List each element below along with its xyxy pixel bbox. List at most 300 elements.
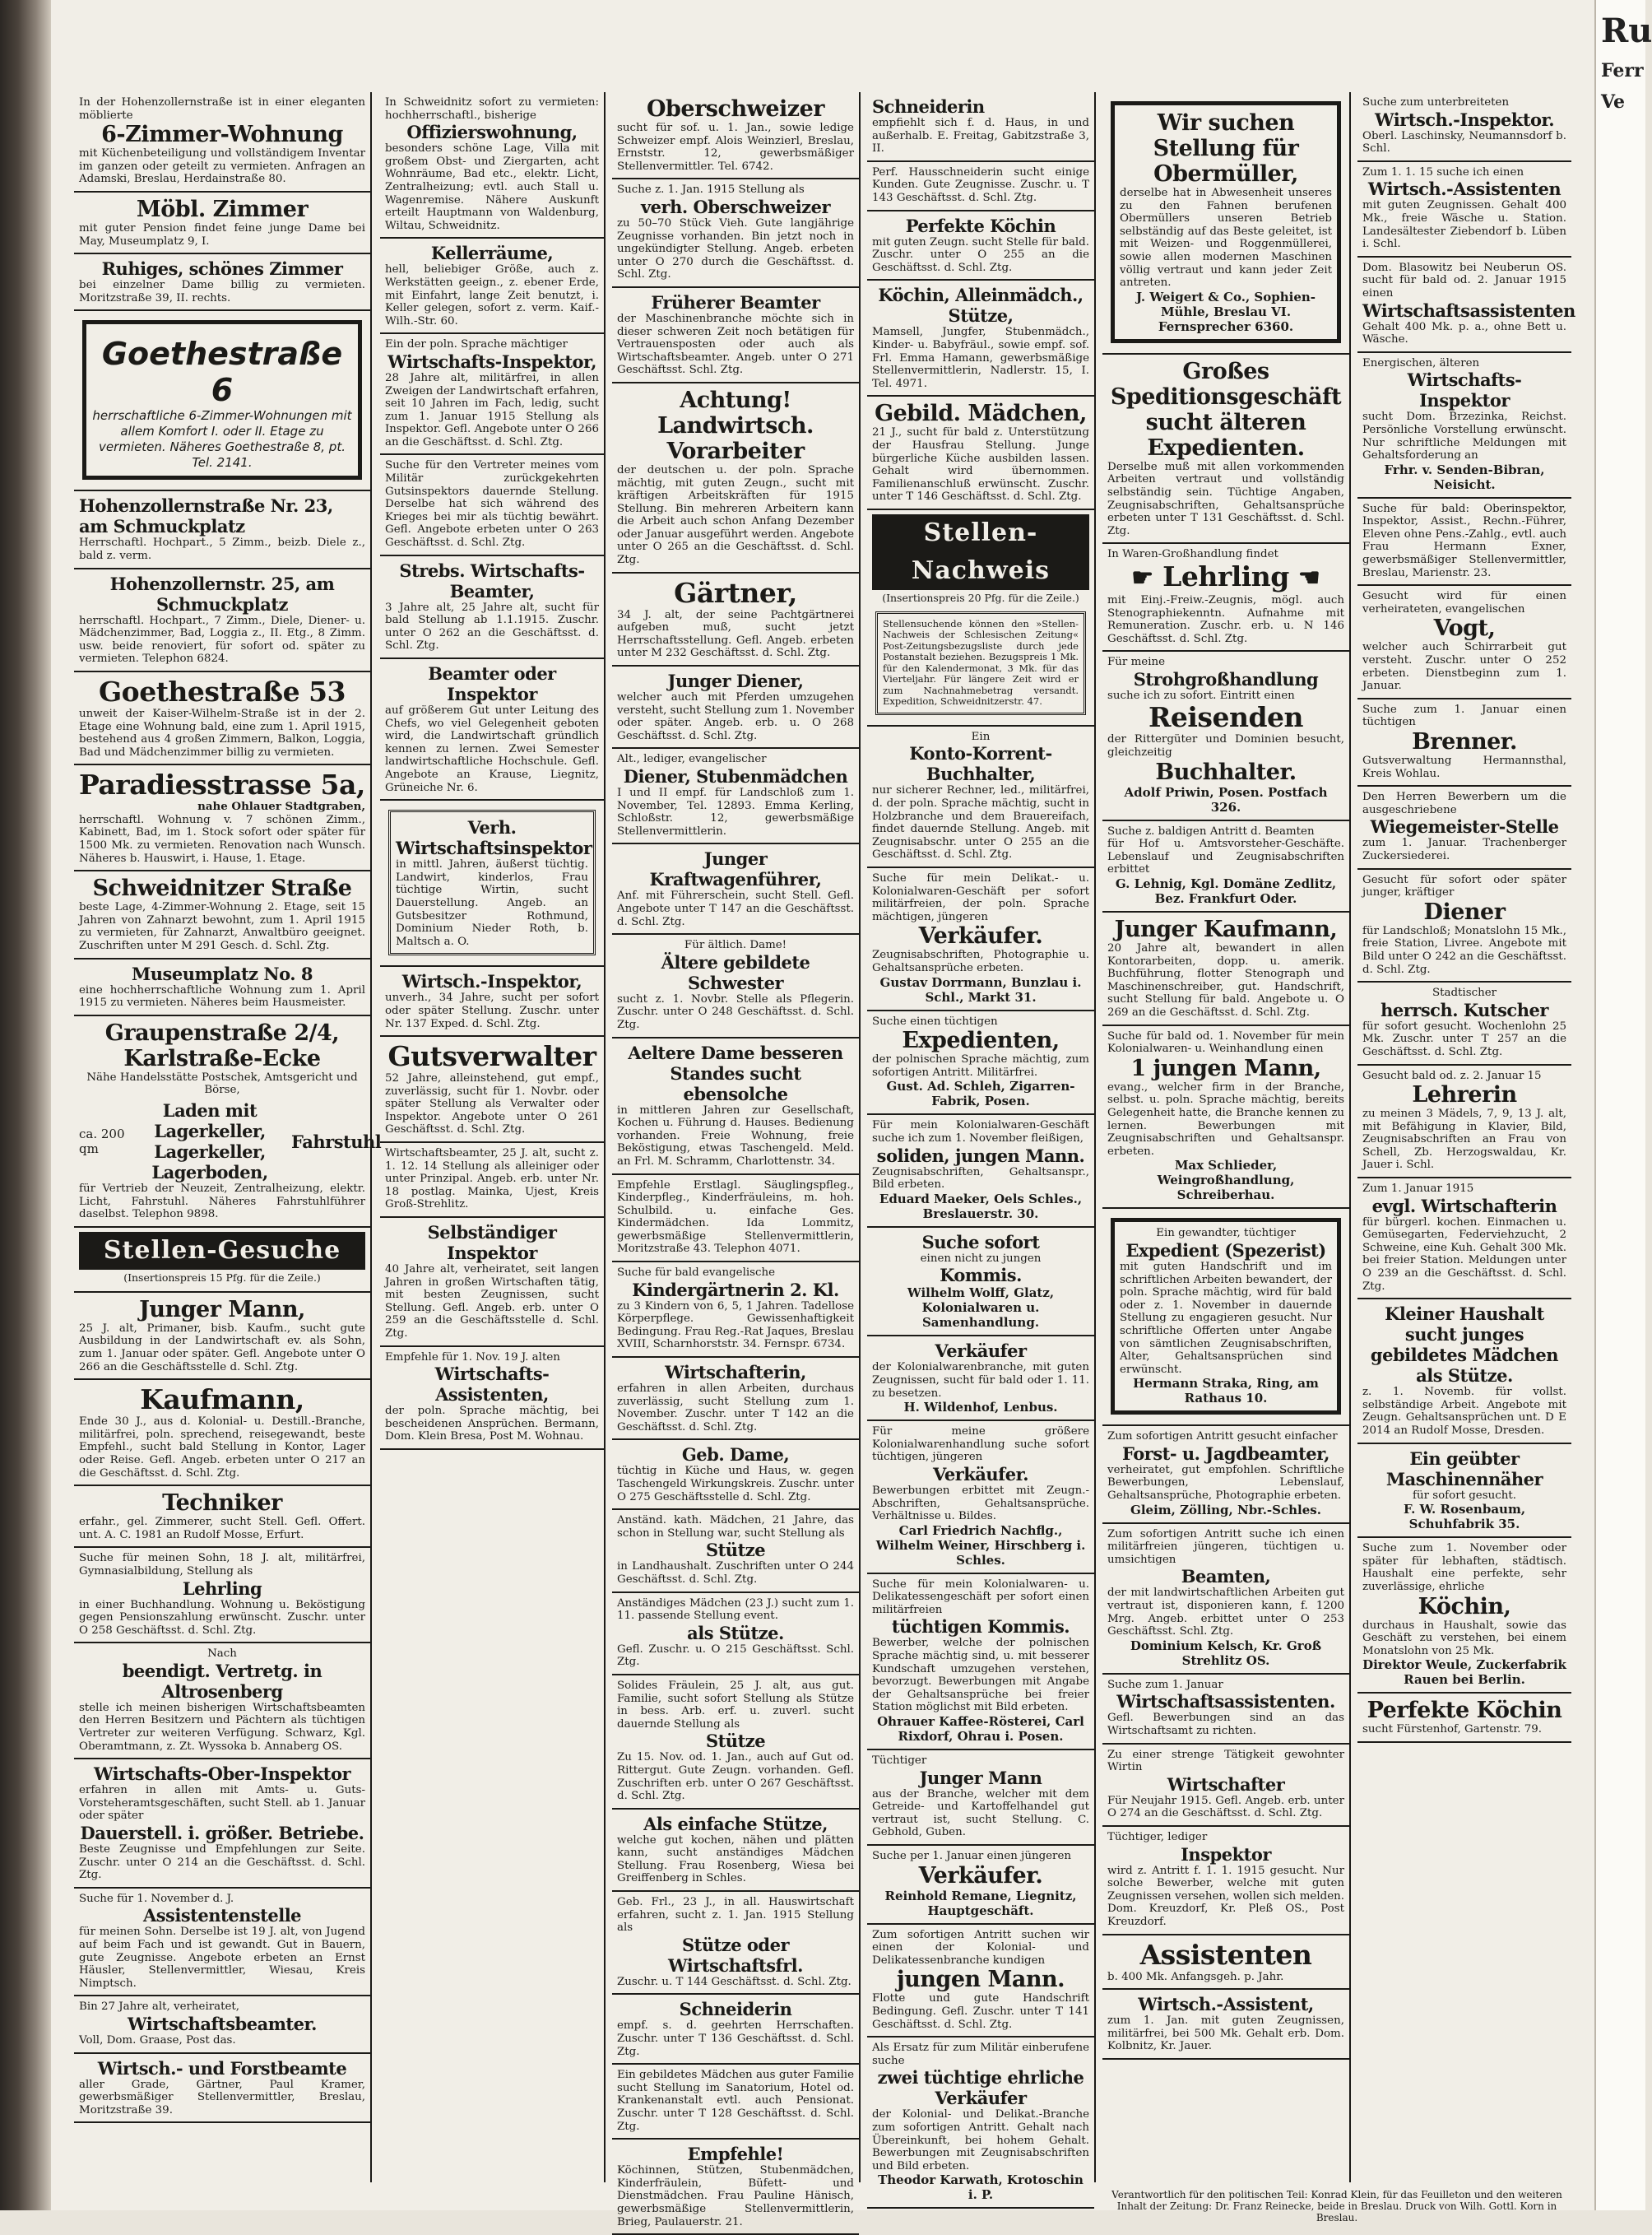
ad-heading: Dauerstell. i. größer. Betriebe. — [80, 1823, 364, 1844]
ad-heading: Goethestraße 53 — [99, 675, 346, 708]
ad-empfehle — [612, 2140, 859, 2235]
ad-text: stelle ich meinen bisherigen Wirtschaftsbeamten den Herren Besitzern und Pächtern als tüchtigen Vertreter zur weiteren Verfügung. Schwarz, Kgl. Oberamtmann, z. Zt. Wyssoka b. Annaberg OS. — [79, 1701, 365, 1753]
ad-heading: Schneiderin — [872, 96, 985, 117]
ad-text: Voll, Dom. Graase, Post das. — [79, 2033, 236, 2047]
ad-signature: J. Weigert & Co., Sophien-Mühle, Breslau VI. Fernsprecher 6360. — [1135, 289, 1316, 334]
pointing-hand-right-icon: ☚ — [1297, 563, 1320, 592]
ad-text: Als Ersatz für zum Militär einberufene suche — [872, 2042, 1089, 2067]
ad-text: Für meine größere Kolonialwarenhandlung suche sofort tüchtigen, jüngeren — [872, 1425, 1089, 1464]
ad-heading: Wirtschafter — [1167, 1773, 1285, 1795]
ad-text: Stellensuchende können den »Stellen-Nachweis der Schlesischen Zeitung« Post-Zeitungsbezugsliste durch jede Postanstalt beziehen. Bezugspreis 1 Mk. für den Kalendermonat, 3 Mk. für das Vierteljahr. Für längere Zeit wird er zum Nachnahmebetrag versandt. Expedition, Schweidnitzerstr. 47. — [883, 617, 1079, 708]
ad-heading: Beamten, — [1181, 1566, 1271, 1587]
ad-gutsverwalter — [380, 1037, 604, 1143]
ad-text: der Kolonialwarenbranche, mit guten Zeugnissen, sucht für bald oder 1. 11. zu besetzen. — [872, 1361, 1089, 1400]
ad-text: besonders schöne Lage, Villa mit großem Obst- und Ziergarten, acht Wohnräume, Bad etc., elektr. Licht, Zentralheizung; evtl. auch Stall u. Wagenremise. Nähere Auskunft erteilt Hauptmann von Waldenburg, Wiltau, Schweidnitz. — [385, 142, 599, 232]
ad-heading: Wirtsch.-Inspektor. — [1374, 109, 1555, 130]
book-binding — [0, 0, 51, 2210]
ad-text: mit guten Zeugn. sucht Stelle für bald. Zuschr. unter O 255 an die Geschäftsst. d. Schl. Ztg. — [872, 235, 1089, 274]
ad-heading: Verkäufer. — [918, 1862, 1043, 1889]
ad-herrsch-kutscher — [1357, 983, 1571, 1065]
ad-text: mit guten Zeugnissen. Gehalt 400 Mk., freie Wäsche u. Station. Landesältester Ziebendorf b. Lüben i. Schl. — [1362, 199, 1566, 251]
ad-text: Anständ. kath. Mädchen, 21 Jahre, das schon in Stellung war, sucht Stellung als — [617, 1514, 854, 1540]
ad-heading: Stütze — [705, 1731, 766, 1752]
ad-text: Zum sofortigen Antritt suche ich einen militärfreien jüngeren, tüchtigen u. umsichtigen — [1107, 1527, 1344, 1566]
ad-text: Geb. Frl., 23 J., in all. Hauswirtschaft erfahren, sucht z. 1. Jan. 1915 Stellung als — [617, 1896, 854, 1935]
ad-jungen-mann-wein — [1102, 1026, 1349, 1210]
ad-wirtschaftsfrl — [612, 1892, 859, 1995]
ad-altrosenberg — [74, 1643, 370, 1759]
ad-heading: beendigt. Vertretg. in Altrosenberg — [122, 1660, 323, 1702]
ad-heading: Köchin, Alleinmädch., Stütze, — [878, 285, 1084, 327]
ad-text: Suche für den Vertreter meines vom Militär zurückgekehrten Gutsinspektors dauernde Stellung. Derselbe hat sich während des Krieges bei mir als tüchtig bewährt. Gefl. Angebote erbeten unter O 263 Geschäftsst. d. Schl. Ztg. — [385, 459, 599, 550]
ad-text: aus der Branche, welcher mit dem Getreide- und Kartoffelhandel gut vertraut ist, sucht Stellung. C. Gebhold, Guben. — [872, 1787, 1089, 1839]
ad-hausschneiderin — [867, 162, 1094, 211]
ad-heading: Möbl. Zimmer — [136, 196, 309, 222]
ad-text: in einer Buchhandlung. Wohnung u. Beköstigung gegen Pensionszahlung erwünscht. Zuschr. unter O 258 Geschäftsst. d. Schl. Ztg. — [79, 1598, 365, 1637]
ad-strohgrosshandlung — [1102, 652, 1349, 820]
ad-schneiderin-c3 — [612, 1995, 859, 2065]
ad-sanatorium — [612, 2065, 859, 2140]
ad-wirtschafts-inspektor-poln — [380, 334, 604, 455]
ad-hohenzollern-25 — [74, 569, 370, 672]
ad-wirtschaftsbeamter-25 — [380, 1143, 604, 1218]
ad-text: erfahr., gel. Zimmerer, sucht Stell. Gefl. Offert. unt. A. C. 1981 an Rudolf Mosse, Erfurt. — [79, 1516, 365, 1541]
ad-text: Tüchtiger, lediger — [1107, 1830, 1208, 1843]
ad-text: Suche für mein Kolonialwaren- u. Delikatessengeschäft per sofort einen militärfreien — [872, 1578, 1089, 1616]
ad-als-stuetze — [612, 1593, 859, 1675]
ad-text: verheiratet, gut empfohlen. Schriftliche Bewerbungen, Lebenslauf, Gehaltsansprüche, Photographie erbeten. — [1107, 1463, 1344, 1503]
ad-text: Alt., lediger, evangelischer — [617, 753, 767, 766]
ad-heading: Brenner. — [1412, 729, 1517, 755]
ad-heading: Schweidnitzer Straße — [92, 876, 352, 902]
ad-kraftwagenfuehrer — [612, 844, 859, 935]
ad-text: empfiehlt sich f. d. Haus, in und außerhalb. E. Freitag, Gabitzstraße 3, II. — [872, 117, 1089, 156]
ad-kommis-glatz — [867, 1228, 1094, 1337]
ad-heading: Verkäufer — [935, 1341, 1027, 1362]
next-page-edge — [1594, 0, 1652, 2210]
ad-wirtschafts-assistenten — [380, 1347, 604, 1450]
ad-text: zu 3 Kindern von 6, 5, 1 Jahren. Tadellose Körperpflege. Gewissenhaftigkeit Bedingung. Frau Reg.-Rat Jaques, Breslau XVIII, Scharnhorststr. 34. Fernspr. 6734. — [617, 1299, 854, 1351]
ad-text: In Schweidnitz sofort zu vermieten: hochherrschaftl., bisherige — [385, 96, 599, 122]
ad-heading: Wirtschaftsassistenten. — [1116, 1691, 1335, 1712]
ad-maschinennaeher — [1357, 1444, 1571, 1539]
ad-heading: Buchhalter. — [1155, 759, 1297, 785]
ad-signature: H. Wildenhof, Lenbus. — [903, 1400, 1058, 1415]
ad-oberschweizer — [612, 92, 859, 179]
ad-hohenzollern-23 — [74, 491, 370, 569]
ad-heading: Laden mit Lagerkeller, — [154, 1100, 266, 1141]
ad-heading: Kindergärtnerin 2. Kl. — [632, 1279, 839, 1300]
ad-heading: Geb. Dame, — [681, 1444, 790, 1466]
ad-subheading: nahe Ohlauer Stadtgraben, — [197, 800, 365, 814]
ad-heading: Junger Diener, — [667, 671, 804, 692]
ad-heading: Selbständiger Inspektor — [427, 1222, 557, 1264]
ad-verkaeufer-bunzlau — [867, 868, 1094, 1011]
ad-text: Suche zum 1. November oder später für lebhaften, städtisch. Haushalt eine perfekte, sehr zuverlässige, ehrliche — [1362, 1542, 1566, 1593]
column-2 — [380, 92, 606, 2182]
ad-text: derselbe hat in Abwesenheit unseres zu den Fahnen berufenen Obermüllers unseren Betrieb selbständig auf das Beste geleitet, ist mit Weizen- und Roggenmüllerei, sowie allen modernen Maschinen völlig vertraut und kann jeder Zeit antreten. — [1120, 187, 1332, 290]
ad-tuechtigen-kommis — [867, 1574, 1094, 1750]
ad-heading: Aeltere Dame besseren Standes sucht ebensolche — [628, 1042, 843, 1104]
ad-signature: Gustav Dorrmann, Bunzlau i. Schl., Markt 31. — [879, 974, 1082, 1005]
ad-text: Mamsell, Jungfer, Stubenmädch., Kinder- u. Babyfräul., sowie empf. sof. Frl. Emma Hamann, gewerbsmäßige Stellenvermittlerin, Nadlerstr. 15, I. Tel. 4971. — [872, 326, 1089, 390]
ad-heading: Wir suchen Stellung für Obermüller, — [1153, 110, 1299, 187]
ad-gaertner — [612, 574, 859, 667]
ad-text: Zum 1. 1. 15 suche ich einen — [1362, 165, 1524, 179]
ad-text: der Kolonial- und Delikat.-Branche zum sofortigen Antritt. Gehalt nach Übereinkunft, bei hohem Gehalt. Bewerbungen mit Zeugnisabschriften und Bild erbeten. — [872, 2108, 1089, 2172]
ad-text: Beste Zeugnisse und Empfehlungen zur Seite. Zuschr. unter O 214 an die Geschäftsst. d. Schl. Ztg. — [79, 1843, 365, 1882]
ad-text: Gefl. Bewerbungen sind an das Wirtschaftsamt zu richten. — [1107, 1712, 1344, 1737]
column-3 — [612, 92, 861, 2228]
ad-text: unweit der Kaiser-Wilhelm-Straße ist in der 2. Etage eine Wohnung bald, eine zum 1. April 1915, bestehend aus 4 großen Zimmern, Balkon, Loggia, Bad und Mädchenzimmer billig zu vermieten. — [79, 707, 365, 759]
ad-heading: soliden, jungen Mann. — [876, 1145, 1085, 1166]
ad-heading: Assistentenstelle — [142, 1905, 302, 1926]
nachweis-box — [875, 611, 1086, 715]
ad-text: Herrschaftl. Hochpart., 5 Zimm., beizb. Diele z., bald z. verm. — [79, 537, 365, 562]
ad-signature: Max Schlieder, Weingroßhandlung, Schreiberhau. — [1157, 1158, 1295, 1203]
ad-heading: 1 jungen Mann, — [1130, 1055, 1321, 1081]
edge-text-1: Ru — [1601, 12, 1652, 50]
ad-aeltere-schwester — [612, 935, 859, 1038]
ad-schweidnitzer-strasse — [74, 871, 370, 959]
ad-speditionsgeschaeft — [1102, 355, 1349, 545]
ad-text: Suche für bald evangelische — [617, 1266, 776, 1280]
ad-text: Wirtschaftsbeamter, 25 J. alt, sucht z. 1. 12. 14 Stellung als alleiniger oder unter Prinzipal. Angeb. erb. unter Nr. 18 postlag. Mainka, Ujest, Kreis Groß-Strehlitz. — [385, 1147, 599, 1211]
ad-text: I und II empf. für Landschloß zum 1. November, Tel. 12893. Emma Kerling, Schloßstr. 12, gewerbsmäßige Stellenvermittlerin. — [617, 787, 854, 838]
ad-verh-oberschweizer — [612, 179, 859, 288]
ad-wirtschaftsassistenten-blasowitz — [1357, 258, 1575, 353]
ad-heading: Vogt, — [1433, 616, 1496, 642]
ad-heading: 6-Zimmer-Wohnung — [101, 122, 343, 148]
ad-heading: verh. Oberschweizer — [640, 196, 831, 217]
ad-wirtschafts-ober-inspektor — [74, 1759, 370, 1889]
ad-moebl-zimmer — [74, 193, 370, 254]
ad-aeltere-dame — [612, 1039, 859, 1175]
ad-text: mit Küchenbeteiligung und vollständigem Inventar im ganzen oder geteilt zu vermieten. Anfragen an Adamski, Breslau, Herdainstraße 80. — [79, 147, 365, 186]
ad-assistenten-400 — [1102, 1935, 1349, 1991]
ad-text: Suche zum 1. Januar einen tüchtigen — [1362, 703, 1566, 729]
ad-heading: Kaufmann, — [140, 1383, 304, 1416]
ad-signature: Ohrauer Kaffee-Rösterei, Carl Rixdorf, Ohrau i. Posen. — [877, 1714, 1084, 1745]
ad-heading: Beamter oder Inspektor — [428, 663, 556, 704]
ad-text: 21 J., sucht für bald z. Unterstützung der Hausfrau Stellung. Junge bürgerliche Küche ausbilden lassen. Gehalt wird übernommen. Familienanschluß erwünscht. Zuschr. unter T 146 Geschäftsst. d. Schl. Ztg. — [872, 426, 1089, 504]
ad-heading: Perfekte Köchin — [905, 215, 1056, 236]
ad-heading: Wirtsch.-Inspektor, — [401, 971, 582, 992]
ad-heading: Suche sofort — [921, 1231, 1040, 1252]
ad-text: Suche zum 1. Januar — [1107, 1678, 1223, 1691]
ad-heading: Assistenten — [1139, 1938, 1312, 1971]
ad-signature: Adolf Priwin, Posen. Postfach 326. — [1124, 784, 1328, 815]
ad-text: Gehalt 400 Mk. p. a., ohne Bett u. Wäsche. — [1362, 320, 1566, 346]
ad-text: sucht für sof. u. 1. Jan., sowie ledige Schweizer empf. Alois Weinzierl, Breslau, Ernststr. 12, gewerbsmäßiger Stellenvermittler. Tel. 6742. — [617, 122, 854, 173]
ad-text: für bürgerl. kochen. Einmachen u. Gemüsegarten, Federviehzucht, 2 Schweine, eine Kuh. Gehalt 300 Mk. bei freier Station. Meldungen unter O 239 an die Geschäftsst. d. Schl. Ztg. — [1362, 1215, 1566, 1293]
ad-text: der deutschen u. der poln. Sprache mächtig, mit guten Zeugn., sucht mit kräftigen Arbeitskräften für 1915 Stellung. Bin mehreren Arbeitern kann die Arbeit auch schon Anfang Dezember oder Januar ausgeführt werden. Angebote unter O 265 an die Geschäftsst. d. Schl. Ztg. — [617, 463, 854, 567]
ad-text: Den Herren Bewerbern um die ausgeschriebene — [1362, 791, 1566, 816]
ad-heading: Wirtsch.-Assistenten — [1367, 179, 1562, 200]
ad-zwei-verkaeufer — [867, 2038, 1094, 2209]
ad-heading: Stütze — [705, 1540, 766, 1561]
ad-text: erfahren in allen Arbeiten, durchaus zuverlässig, sucht Stellung zum 1. November. Zuschr. unter T 142 an die Geschäftsst. d. Schl. Ztg. — [617, 1382, 854, 1433]
ad-text: z. 1. Novemb. für vollst. selbständige Arbeit. Angebote mit Zeugn. Gehaltsansprüchen unt. D E 2014 an Rudolf Mosse, Dresden. — [1362, 1386, 1566, 1437]
ad-signature: Reinhold Remane, Liegnitz, Hauptgeschäft. — [884, 1888, 1077, 1918]
ad-junger-mann — [74, 1293, 370, 1380]
ad-koechin-rauen — [1357, 1538, 1571, 1694]
ad-verkaeufer-liegnitz — [867, 1846, 1094, 1925]
ad-techniker — [74, 1486, 370, 1548]
ad-text: aller Grade, Gärtner, Paul Kramer, gewerbsmäßiger Stellenvermittler, Breslau, Moritzstraße 39. — [79, 2078, 365, 2117]
ad-text: Bewerber, welche der polnischen Sprache mächtig sind, u. mit besserer Kundschaft umzugehen verstehen, bevorzugt. Bewerbungen mit Angabe der Gehaltsansprüche bei freier Station möglichst mit Bild erbeten. — [872, 1637, 1089, 1714]
ad-text: Zeugnisabschriften, Gehaltsanspr., Bild erbeten. — [872, 1165, 1089, 1192]
ad-text: eine hochherrschaftliche Wohnung zum 1. April 1915 zu vermieten. Näheres beim Hausmeister. — [79, 983, 365, 1010]
ad-heading: Diener, Stubenmädchen — [623, 766, 848, 787]
verh-box — [388, 810, 596, 955]
ad-text: Gesucht wird für einen verheirateten, evangelischen — [1362, 590, 1566, 616]
ad-heading: Wirtschafts-Assistenten, — [434, 1364, 550, 1406]
ad-heading: Expedienten, — [902, 1028, 1060, 1054]
ad-text: hell, beliebiger Größe, auch z. Werkstätten geeign., z. ebener Erde, mit Einfahrt, lange Zeit benutzt, i. Keller gelegen, sofort z. verm. Kaif.-Wilh.-Str. 60. — [385, 263, 599, 328]
ad-text: Ein der poln. Sprache mächtiger — [385, 338, 568, 351]
ad-text: herrschaftliche 6-Zimmer-Wohnungen mit allem Komfort I. oder II. Etage zu vermieten. Näheres Goethestraße 8, pt. Tel. 2141. — [92, 408, 352, 471]
ad-text: einen nicht zu jungen — [920, 1252, 1042, 1265]
ad-text: der mit landwirtschaftlichen Arbeiten gut vertraut ist, disponieren kann, f. 1200 Mrg. Angeb. erbittet unter O 253 Geschäftsst. Schl. Ztg. — [1107, 1587, 1344, 1638]
ad-text: Perf. Hausschneiderin sucht einige Kunden. Gute Zeugnisse. Zuschr. u. T 143 Geschäftsst. d. Schl. Ztg. — [872, 165, 1089, 204]
ad-text: mit guter Pension findet feine junge Dame bei May, Museumplatz 9, I. — [79, 221, 365, 248]
ad-signature: Dominium Kelsch, Kr. Groß Strehlitz OS. — [1130, 1638, 1322, 1668]
stellen-nachweis — [867, 510, 1094, 727]
ad-wiegemeister — [1357, 787, 1571, 869]
ad-heading: evgl. Wirtschafterin — [1371, 1195, 1557, 1216]
ad-heading: Forst- u. Jagdbeamter, — [1122, 1443, 1329, 1464]
column-5 — [1102, 92, 1351, 2182]
ad-text: für Landschloß; Monatslohn 15 Mk., freie Station, Livree. Angebote mit Bild unter O 242 an die Geschäftsst. d. Schl. Ztg. — [1362, 924, 1566, 976]
ad-signature: F. W. Rosenbaum, Schuhfabrik 35. — [1403, 1502, 1526, 1532]
ad-heading: Kommis. — [940, 1265, 1022, 1286]
ad-wirtschafter — [1102, 1745, 1349, 1827]
ad-heading: Lagerboden, — [151, 1162, 268, 1183]
ad-vogt — [1357, 586, 1571, 699]
ad-heading: Wirtschafts-Ober-Inspektor — [93, 1763, 351, 1785]
ad-text: in Landhaushalt. Zuschriften unter O 244 Geschäftsst. d. Schl. Ztg. — [617, 1560, 854, 1586]
column-1 — [74, 92, 382, 2182]
ad-heading: Lehrling — [182, 1578, 262, 1599]
ad-heading: Perfekte Köchin — [1367, 1698, 1562, 1724]
ad-text: herrschaftl. Wohnung v. 7 schönen Zimm., Kabinett, Bad, im 1. Stock sofort oder später für 1500 Mk. zu vermieten. Renovation nach Wunsch. Näheres b. Hauswirt, i. Hause, 1. Etage. — [79, 813, 365, 865]
ad-text: Zum 1. Januar 1915 — [1362, 1183, 1474, 1196]
ad-text: Ein gebildetes Mädchen aus guter Familie sucht Stellung im Sanatorium, Hotel od. Krankenanstalt evtl. auch Pensionat. Zuschr. unter T 128 Geschäftsst. d. Schl. Ztg. — [617, 2069, 854, 2133]
ad-goethestrasse-53 — [74, 672, 370, 765]
ad-text: zum 1. Januar. Trachenberger Zuckersiederei. — [1362, 837, 1566, 862]
ad-heading: Hohenzollernstraße Nr. 23, am Schmuckplatz — [79, 495, 333, 537]
ad-text: Flotte und gute Handschrift Bedingung. Gefl. Zuschr. unter T 141 Geschäftsst. d. Schl. Ztg. — [872, 1992, 1089, 2031]
ad-text: Gesucht für sofort oder später junger, kräftiger — [1362, 873, 1566, 899]
ad-assistentenstelle — [74, 1889, 370, 1997]
ad-text: für Hof u. Amtsvorsteher-Geschäfte. Lebenslauf und Zeugnisabschriften erbittet — [1107, 838, 1344, 876]
ad-offizierswohnung — [380, 92, 604, 239]
ad-text: unverh., 34 Jahre, sucht per sofort oder später Stellung. Zuschr. unter Nr. 137 Exped. d. Schl. Ztg. — [385, 992, 599, 1030]
section-title: Stellen-Nachweis — [872, 514, 1089, 590]
ad-vertreter-gutsinspektor — [380, 455, 604, 555]
ad-kellerraeume — [380, 239, 604, 334]
ad-text: Empfehle Erstlagl. Säuglingspfleg., Kinderpfleg., Kinderfräuleins, m. hoh. Schulbild. u. einfache Ges. Kindermädchen. Ida Lommitz, gewerbsmäßige Stellenvermittlerin, Moritzstraße 43. Telephon 4071. — [617, 1178, 854, 1256]
ad-text: Suche per 1. Januar einen jüngeren — [872, 1850, 1072, 1862]
ad-verh-wirtschaftsinspektor — [380, 801, 604, 967]
section-subtitle: (Insertionspreis 20 Pfg. für die Zeile.) — [882, 591, 1079, 604]
ad-heading: Junger Mann — [919, 1767, 1042, 1788]
ad-signature: Gleim, Zölling, Nbr.-Schles. — [1130, 1502, 1321, 1517]
ad-diener-landschloss — [1357, 870, 1571, 983]
ad-wirtschaftsassistenten-c5 — [1102, 1675, 1349, 1745]
ad-heading: Junger Mann, — [139, 1296, 305, 1322]
ad-selbstaendiger-inspektor — [380, 1218, 604, 1347]
ad-text: Suche z. baldigen Antritt d. Beamten — [1107, 825, 1315, 838]
ad-text: Köchinnen, Stützen, Stubenmädchen, Kinderfräulein, Büfett- und Dienstmädchen. Frau Pauline Hänisch, gewerbsmäßige Stellenvermittlerin, Brieg, Paulauerstr. 21. — [617, 2164, 854, 2228]
ad-koechin-alleinmaedchen — [867, 281, 1094, 397]
ad-text: sucht z. 1. Novbr. Stelle als Pflegerin. Zuschr. unter O 248 Geschäftsst. d. Schl. Ztg. — [617, 992, 854, 1031]
ad-heading: Ältere gebildete Schwester — [661, 951, 810, 993]
ad-price: ca. 200 qm — [79, 1127, 125, 1156]
ad-heading: Hohenzollernstr. 25, am Schmuckplatz — [109, 573, 335, 615]
ad-text: der poln. Sprache mächtig, bei bescheidenen Ansprüchen. Bermann, Dom. Klein Bresa, Post M. Wohnau. — [385, 1405, 599, 1443]
ad-lehrling — [74, 1548, 370, 1643]
ad-wirtschaftsbeamter — [74, 1996, 370, 2053]
ad-solides-fraeulein — [612, 1675, 859, 1810]
ad-perfekte-koechin-c6 — [1357, 1694, 1571, 1743]
ad-text: Tüchtiger — [872, 1754, 927, 1768]
ad-text: welcher auch Schirrarbeit gut versteht. Zuschr. unter O 252 erbeten. Dienstbeginn zum 1. Januar. — [1362, 641, 1566, 693]
ad-text: Zum sofortigen Antritt gesucht einfacher — [1107, 1430, 1338, 1443]
ad-text: mit Einj.-Freiw.-Zeugnis, mögl. auch Stenographiekenntn. Aufnahme mit Remuneration. Zuschr. erb. u. N 146 Geschäftsst. d. Schl. Ztg. — [1107, 593, 1344, 645]
ad-text: wird z. Antritt f. 1. 1. 1915 gesucht. Nur solche Bewerber, welche mit guten Zeugnissen versehen, wollen sich melden. Dom. Kreuzdorf, Kr. Pleß OS., Post Kreuzdorf. — [1107, 1864, 1344, 1928]
ad-beamten-kelsch — [1102, 1524, 1349, 1675]
ad-expedient-spezerist — [1102, 1209, 1349, 1426]
ad-signature: Carl Friedrich Nachflg., Wilhelm Weiner, Hirschberg i. Schles. — [875, 1522, 1086, 1568]
lehrling-heading-row — [1107, 561, 1344, 594]
ad-text: 25 J. alt, Primaner, bisb. Kaufm., sucht gute Ausbildung in der Landwirtschaft ev. als Sohn, zum 1. Januar oder später. Gefl. Angebote unter O 266 an die Geschäftsstelle d. Schl. Ztg. — [79, 1322, 365, 1373]
ad-heading: Köchin, — [1418, 1593, 1511, 1619]
ad-text: Ein — [971, 730, 991, 743]
column-4 — [867, 92, 1096, 2203]
ad-beamter-inspektor — [380, 659, 604, 801]
ad-text: 28 Jahre alt, militärfrei, in allen Zweigen der Landwirtschaft erfahren, seit 10 Jahren im Fach, ledig, sucht zum 1. Januar 1915 Stellung als Inspektor. Gefl. Angebote unter O 266 an die Geschäftsst. d. Schl. Ztg. — [385, 371, 599, 448]
ad-heading: Verh. Wirtschaftsinspektor — [396, 817, 592, 859]
ad-heading: Gebild. Mädchen, — [875, 401, 1087, 427]
ad-text: Solides Fräulein, 25 J. alt, aus gut. Familie, sucht sofort Stellung als Stütze in bess. Arb. erf. u. zuverl. sucht dauernde Stellung als — [617, 1679, 854, 1731]
ad-heading: Als einfache Stütze, — [643, 1813, 828, 1834]
ad-text: Für mein Kolonialwaren-Geschäft suche ich zum 1. November fleißigen, — [872, 1119, 1089, 1145]
ad-text: Für Neujahr 1915. Gefl. Angeb. erb. unter O 274 an die Geschäftsst. d. Schl. Ztg. — [1107, 1794, 1344, 1820]
ad-heading: Wirtschaftsassistenten — [1362, 300, 1575, 321]
ad-text: Zu 15. Nov. od. 1. Jan., auch auf Gut od. Rittergut. Gute Zeugn. vorhanden. Gefl. Zuschriften erb. unter O 267 Geschäftsst. d. Schl. Ztg. — [617, 1751, 854, 1803]
ad-heading: tüchtigen Kommis. — [891, 1616, 1070, 1638]
ad-expedienten-posen — [867, 1011, 1094, 1116]
ad-text: 52 Jahre, alleinstehend, gut empf., zuverlässig, sucht für 1. Novbr. oder später Stellung als Verwalter oder Inspektor. Angebote unter O 261 Geschäftsst. d. Schl. Ztg. — [385, 1072, 599, 1136]
ad-heading: Gärtner, — [674, 576, 797, 609]
ad-oberinspektor-exner — [1357, 499, 1571, 587]
ad-lehrerin — [1357, 1066, 1571, 1179]
ad-stuetze-landhaushalt — [612, 1510, 859, 1592]
ad-goethestrasse-6 — [74, 311, 370, 491]
ad-konto-korrent — [867, 727, 1094, 868]
ad-text: zum 1. Jan. mit guten Zeugnissen, militärfrei, bei 500 Mk. Gehalt erb. Dom. Kolbnitz, Kr. Jauer. — [1107, 2014, 1344, 2053]
ad-text: durchaus in Haushalt, sowie das Geschäft zu verstehen, bei einem Monatslohn von 25 Mk. — [1362, 1619, 1566, 1657]
ad-heading: Empfehle! — [687, 2144, 784, 2165]
ad-heading: Paradiesstrasse 5a, — [79, 769, 365, 802]
ad-wirtsch-inspektor-laschinsky — [1357, 92, 1571, 162]
ad-heading: als Stütze. — [687, 1622, 784, 1643]
ad-text: In Waren-Großhandlung findet — [1107, 548, 1278, 561]
ad-text: b. 400 Mk. Anfangsgeh. p. Jahr. — [1107, 1970, 1284, 1983]
ad-kindergaertnerin — [612, 1262, 859, 1358]
ad-wirtsch-assistent-kolbnitz — [1102, 1990, 1349, 2060]
ad-text: Energischen, älteren — [1362, 356, 1480, 369]
ad-text: Bewerbungen erbittet mit Zeugn.-Abschriften, Gehaltsansprüche. Verhältnisse u. Bildes. — [872, 1484, 1089, 1523]
ad-heading: Wirtsch.-Assistent, — [1138, 1994, 1314, 2015]
ad-heading: Strohgroßhandlung — [1133, 668, 1319, 690]
ad-einfache-stuetze — [612, 1810, 859, 1892]
ad-heading: Graupenstraße 2/4, Karlstraße-Ecke — [104, 1020, 340, 1071]
section-subtitle: (Insertionspreis 15 Pfg. für die Zeile.) — [123, 1271, 321, 1284]
ad-text: in mittleren Jahren zur Gesellschaft, Kochen u. Führung d. Hauses. Bedienung vorhanden. Freie Wohnung, freie Beköstigung, etwas Taschengeld. Meld. an Frl. M. Schramm, Charlottenstr. 34. — [617, 1104, 854, 1168]
spezerist-box — [1111, 1218, 1341, 1415]
ad-text: Für ältlich. Dame! — [684, 939, 787, 952]
ad-evgl-wirtschafterin — [1357, 1178, 1571, 1299]
ad-signature: Direktor Weule, Zuckerfabrik Rauen bei Berlin. — [1362, 1657, 1566, 1688]
ad-junger-mann-guben — [867, 1750, 1094, 1846]
ad-perfekte-koechin-c4 — [867, 211, 1094, 281]
ad-hohenzollern-6zimmer — [74, 92, 370, 193]
ad-text: welcher auch mit Pferden umzugehen versteht, sucht Stellung zum 1. November oder später. Angeb. erb. u. O 268 Geschäftsst. d. Schl. Ztg. — [617, 691, 854, 742]
ad-heading: Reisenden — [1148, 701, 1304, 734]
ad-heading: Expedient (Spezerist) — [1125, 1239, 1326, 1261]
ad-text: sucht Dom. Brzezinka, Reichst. Persönliche Vorstellung erwünscht. Nur schriftliche Meldungen mit Gehaltsforderung an — [1362, 411, 1566, 462]
ad-heading: Ein geübter Maschinennäher — [1385, 1447, 1543, 1489]
ad-text: erfahren in allen mit Amts- u. Guts-Vorsteheramtsgeschäften, sucht Stell. ab 1. Januar oder später — [79, 1784, 365, 1823]
ad-heading: Junger Kraftwagenführer, — [649, 848, 822, 890]
ad-text: zu meinen 3 Mädels, 7, 9, 13 J. alt, mit Befähigung in Klavier, Bild, Zeugnisabschriften an Frau von Schell, Zb. Herzogswaldau, Kr. Jauer i. Schl. — [1362, 1108, 1566, 1172]
ad-text: welche gut kochen, nähen und plätten kann, sucht anständiges Mädchen Stellung. Frau Rosenberg, Wiesa bei Greiffenberg in Schles. — [617, 1833, 854, 1885]
obermueller-box — [1111, 101, 1341, 343]
ad-text: Derselbe muß mit allen vorkommenden Arbeiten vertraut und vollständig selbständig sein. Tüchtige Angaben, Zeugnisabschriften, Gehaltsansprüche erbeten unter T 131 Geschäftsst. d. Schl. Ztg. — [1107, 460, 1344, 537]
ad-text: Nach — [207, 1647, 237, 1661]
ad-text: Suche zum unterbreiteten — [1362, 96, 1510, 109]
ad-heading: Wirtschafts-Inspektor, — [387, 351, 596, 372]
ad-text: sucht Fürstenhof, Gartenstr. 79. — [1362, 1723, 1543, 1736]
ad-heading: jungen Mann. — [896, 1967, 1065, 1993]
edge-text-3: Ve — [1601, 91, 1626, 113]
ad-kaufmann — [74, 1380, 370, 1486]
ad-heading: Lehrerin — [1412, 1082, 1517, 1108]
ad-graupenstrasse — [74, 1016, 382, 1228]
ad-heading: Verkäufer. — [932, 1463, 1029, 1485]
imprint-footer: Verantwortlich für den politischen Teil: Konrad Klein, für das Feuilleton und den weiteren Inhalt der Zeitung: Dr. Franz Reinecke, beide in Breslau. Druck von Wilh. Gottl. Korn in Breslau. — [1111, 2189, 1562, 2223]
ad-heading: Konto-Korrent-Buchhalter, — [909, 743, 1052, 785]
ad-heading: Wirtschafts-Inspektor — [1407, 369, 1522, 411]
ad-wirtschafterin — [612, 1358, 859, 1440]
ad-text: Gutsverwaltung Hermannsthal, Kreis Wohlau. — [1362, 755, 1566, 780]
ad-inspektor-kreuzdorf — [1102, 1827, 1349, 1935]
ad-text: Suche für bald od. 1. November für mein Kolonialwaren- u. Weinhandlung einen — [1107, 1029, 1344, 1056]
ad-text: 40 Jahre alt, verheiratet, seit langen Jahren in großen Wirtschaften tätig, mit besten Zeugnissen, sucht Stellung. Gefl. Angeb. erb. unter O 259 an die Geschäftsstelle d. Schl. Ztg. — [385, 1263, 599, 1340]
ad-heading: Museumplatz No. 8 — [132, 963, 313, 984]
ad-heading: Junger Kaufmann, — [1114, 917, 1338, 943]
ad-heading: herrsch. Kutscher — [1381, 999, 1548, 1020]
ad-junger-kaufmann — [1102, 913, 1349, 1026]
ad-text: zu 50–70 Stück Vieh. Gute langjährige Zeugnisse vorhanden. Bin jetzt noch in ungekündigter Stellung. Angeb. erbeten unter O 270 durch die Geschäftsst. d. Schl. Ztg. — [617, 216, 854, 281]
goethe-box — [82, 320, 362, 480]
ad-kinderfraeuleins — [612, 1175, 859, 1263]
ad-museumplatz — [74, 960, 370, 1016]
ad-text: Zeugnisabschriften, Photographie u. Gehaltsansprüche erbeten. — [872, 949, 1089, 974]
